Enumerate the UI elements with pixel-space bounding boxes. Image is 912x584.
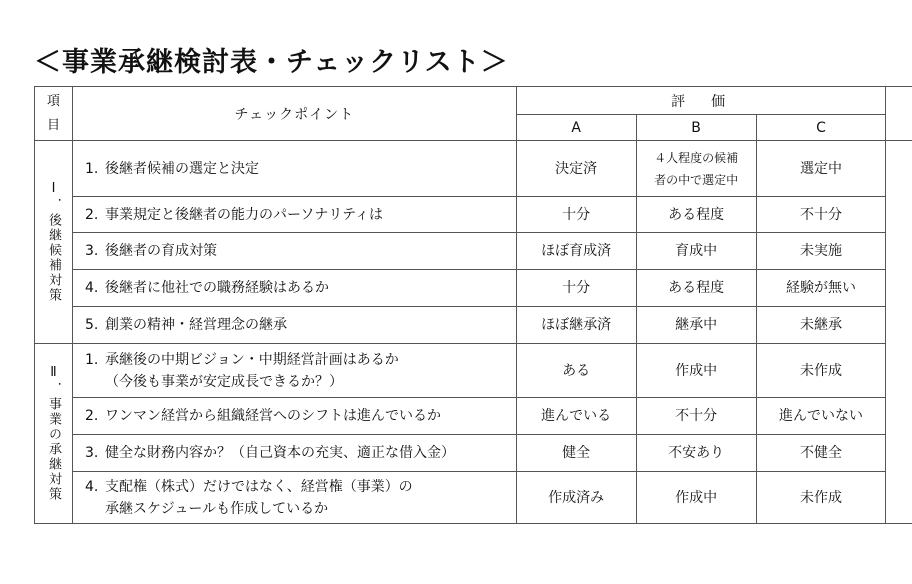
header-col-b: B bbox=[636, 115, 756, 141]
eval-b: ある程度 bbox=[636, 197, 756, 233]
checkpoint-cell bbox=[72, 270, 516, 307]
table-row bbox=[35, 344, 912, 398]
table-row bbox=[35, 270, 912, 307]
checkpoint-text: 承継後の中期ビジョン・中期経営計画はあるか bbox=[104, 351, 399, 368]
section-label-text: Ⅱ．事業の承継対策 bbox=[45, 365, 61, 502]
eval-a: 十分 bbox=[516, 270, 636, 307]
page-title: ＜事業承継検討表・チェックリスト＞ bbox=[34, 47, 509, 78]
row-number: 1. bbox=[84, 160, 99, 177]
eval-a: 進んでいる bbox=[516, 398, 636, 435]
header-checkpoint: チェックポイント bbox=[72, 87, 516, 141]
checkpoint-text-line2: （今後も事業が安定成長できるか？） bbox=[104, 373, 343, 390]
row-number: 5. bbox=[84, 317, 99, 333]
header-item bbox=[35, 87, 73, 141]
header-col-a: A bbox=[516, 115, 636, 141]
eval-c: 進んでいない bbox=[756, 398, 886, 435]
checkpoint-text: 支配権（株式）だけではなく、経営権（事業）の bbox=[104, 478, 413, 495]
eval-a: 作成済み bbox=[516, 472, 636, 524]
eval-a: ほぼ継承済 bbox=[516, 307, 636, 344]
row-number: 1. bbox=[84, 351, 99, 368]
row-number: 3. bbox=[84, 243, 99, 259]
eval-c: 未実施 bbox=[756, 233, 886, 270]
header-item-char-2: 目 bbox=[46, 117, 60, 133]
table-row bbox=[35, 197, 912, 233]
section-label-1 bbox=[35, 141, 73, 344]
row-number: 4. bbox=[84, 478, 99, 495]
checkpoint-text: 事業規定と後継者の能力のパーソナリティは bbox=[104, 206, 384, 223]
checkpoint-cell bbox=[72, 398, 516, 435]
table-row bbox=[35, 398, 912, 435]
table-row bbox=[35, 472, 912, 524]
eval-b-line2: 者の中で選定中 bbox=[654, 172, 739, 187]
eval-c: 不十分 bbox=[756, 197, 886, 233]
eval-c: 選定中 bbox=[756, 141, 886, 197]
eval-a: 健全 bbox=[516, 435, 636, 472]
checkpoint-cell bbox=[72, 197, 516, 233]
eval-b-line1: ４人程度の候補 bbox=[654, 150, 739, 165]
eval-b bbox=[636, 141, 756, 197]
table-right-edge bbox=[886, 141, 912, 524]
eval-b: 作成中 bbox=[636, 472, 756, 524]
eval-b: ある程度 bbox=[636, 270, 756, 307]
header-evaluation: 評 価 bbox=[516, 87, 886, 115]
table-row bbox=[35, 141, 912, 197]
table-row bbox=[35, 233, 912, 270]
checkpoint-text: 創業の精神・経営理念の継承 bbox=[104, 317, 287, 333]
eval-c: 未作成 bbox=[756, 344, 886, 398]
checkpoint-cell bbox=[72, 472, 516, 524]
section-label-text: Ⅰ．後継候補対策 bbox=[45, 181, 61, 303]
checkpoint-text: 後継者候補の選定と決定 bbox=[104, 160, 259, 177]
eval-b: 作成中 bbox=[636, 344, 756, 398]
eval-b: 不安あり bbox=[636, 435, 756, 472]
eval-b: 不十分 bbox=[636, 398, 756, 435]
checkpoint-cell bbox=[72, 233, 516, 270]
checkpoint-cell bbox=[72, 435, 516, 472]
table-row bbox=[35, 435, 912, 472]
checkpoint-text-line2: 承継スケジュールも作成しているか bbox=[104, 500, 329, 517]
eval-a: 十分 bbox=[516, 197, 636, 233]
row-number: 3. bbox=[84, 445, 99, 461]
table-right-edge bbox=[886, 87, 912, 141]
checklist-table bbox=[34, 86, 912, 524]
checkpoint-cell bbox=[72, 307, 516, 344]
header-col-c: C bbox=[756, 115, 886, 141]
row-number: 2. bbox=[84, 408, 99, 424]
eval-c: 未継承 bbox=[756, 307, 886, 344]
eval-c: 経験が無い bbox=[756, 270, 886, 307]
eval-c: 不健全 bbox=[756, 435, 886, 472]
checkpoint-cell bbox=[72, 141, 516, 197]
table-row bbox=[35, 307, 912, 344]
header-item-char-1: 項 bbox=[46, 93, 60, 109]
eval-a: ある bbox=[516, 344, 636, 398]
section-label-2 bbox=[35, 344, 73, 524]
checkpoint-text: 後継者の育成対策 bbox=[104, 243, 217, 259]
row-number: 4. bbox=[84, 280, 99, 296]
eval-c: 未作成 bbox=[756, 472, 886, 524]
checkpoint-text: 健全な財務内容か？（自己資本の充実、適正な借入金） bbox=[104, 445, 455, 461]
eval-a: ほぼ育成済 bbox=[516, 233, 636, 270]
checkpoint-cell bbox=[72, 344, 516, 398]
eval-b: 育成中 bbox=[636, 233, 756, 270]
eval-a: 決定済 bbox=[516, 141, 636, 197]
checkpoint-text: ワンマン経営から組織経営へのシフトは進んでいるか bbox=[104, 408, 441, 424]
checkpoint-text: 後継者に他社での職務経験はあるか bbox=[104, 280, 329, 296]
row-number: 2. bbox=[84, 206, 99, 223]
eval-b: 継承中 bbox=[636, 307, 756, 344]
